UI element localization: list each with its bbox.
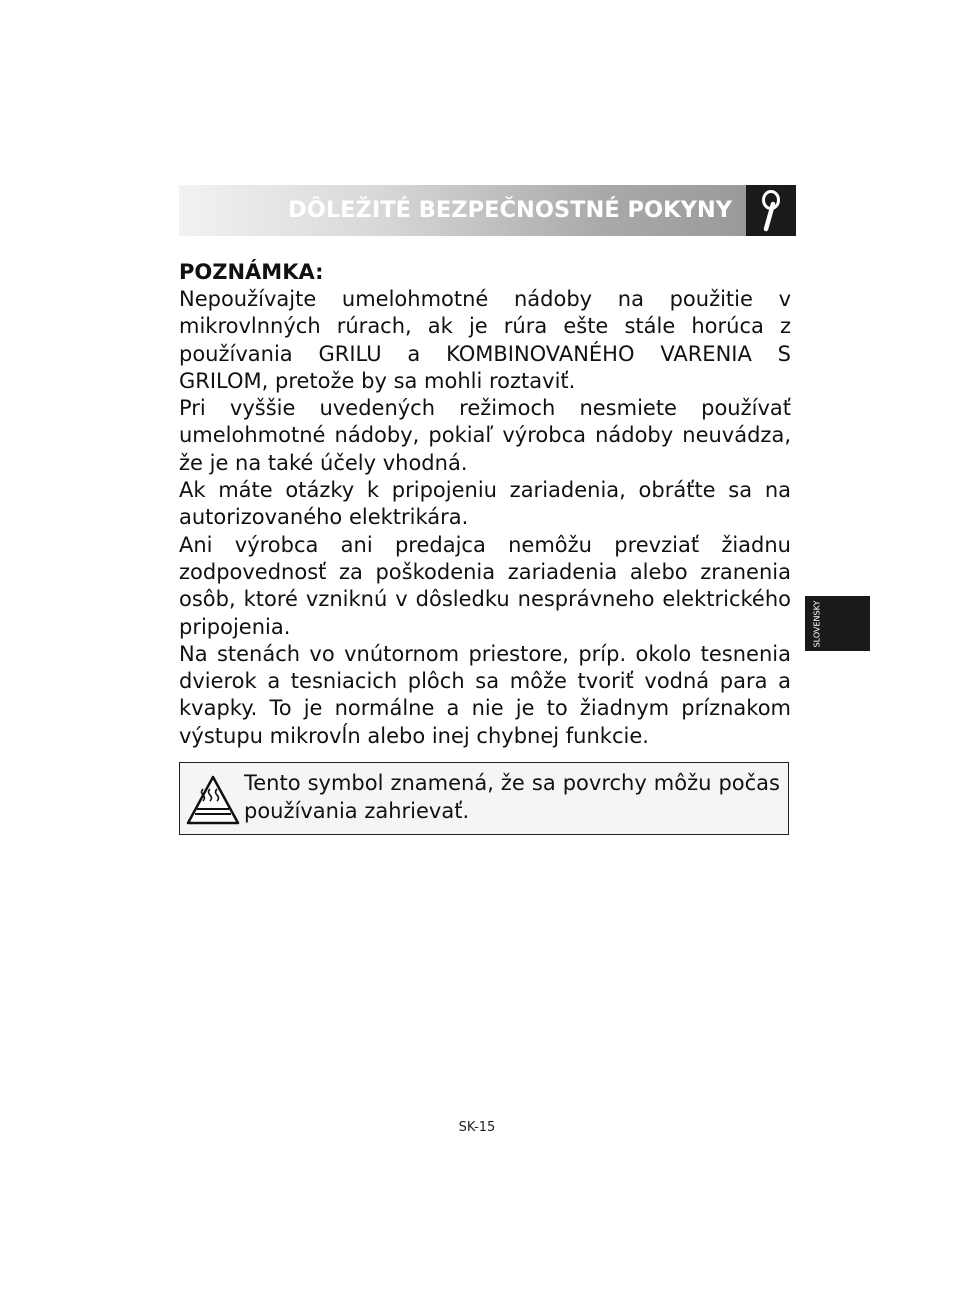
note-paragraph: Ani výrobca ani predajca nemôžu prevziať žiadnu zodpovednosť za poškodenia zariadenia alebo zranenia osôb, ktoré vzniknú v dôsledku nesprávneho elektrického pripojenia. bbox=[179, 532, 791, 639]
page-number: SK-15 bbox=[458, 1120, 496, 1135]
hot-surface-warning-box bbox=[179, 762, 789, 835]
note-title: POZNÁMKA: bbox=[179, 260, 324, 284]
header-bar bbox=[179, 185, 746, 236]
hot-surface-warning-icon bbox=[185, 773, 241, 831]
language-tab bbox=[805, 596, 870, 651]
note-paragraph: Pri vyššie uvedených režimoch nesmiete používať umelohmotné nádoby, pokiaľ výrobca nádoby neuvádza, že je na také účely vhodná. bbox=[179, 396, 791, 475]
note-paragraph: Na stenách vo vnútornom priestore, príp. okolo tesnenia dvierok a tesniacich plôch sa môže tvoriť vodná para a kvapky. To je normálne a nie je to žiadnym príznakom výstupu mikrovĺn alebo inej chybnej funkcie. bbox=[179, 641, 791, 748]
language-tab-label: SLOVENSKY bbox=[812, 600, 822, 647]
exclamation-icon bbox=[746, 185, 796, 236]
header-title: DÔLEŽITÉ BEZPEČNOSTNÉ POKYNY bbox=[288, 197, 732, 223]
note-section bbox=[179, 258, 791, 750]
note-paragraph: Nepoužívajte umelohmotné nádoby na použitie v mikrovlnných rúrach, ak je rúra ešte stále horúca z používania GRILU a KOMBINOVANÉHO VARENIA S GRILOM, pretože by sa mohli roztaviť. bbox=[179, 287, 791, 393]
note-paragraph: Ak máte otázky k pripojeniu zariadenia, obráťte sa na autorizovaného elektrikára. bbox=[179, 478, 791, 530]
warning-text: Tento symbol znamená, že sa povrchy môžu počas používania zahrievať. bbox=[244, 771, 780, 823]
section-header bbox=[179, 185, 796, 236]
